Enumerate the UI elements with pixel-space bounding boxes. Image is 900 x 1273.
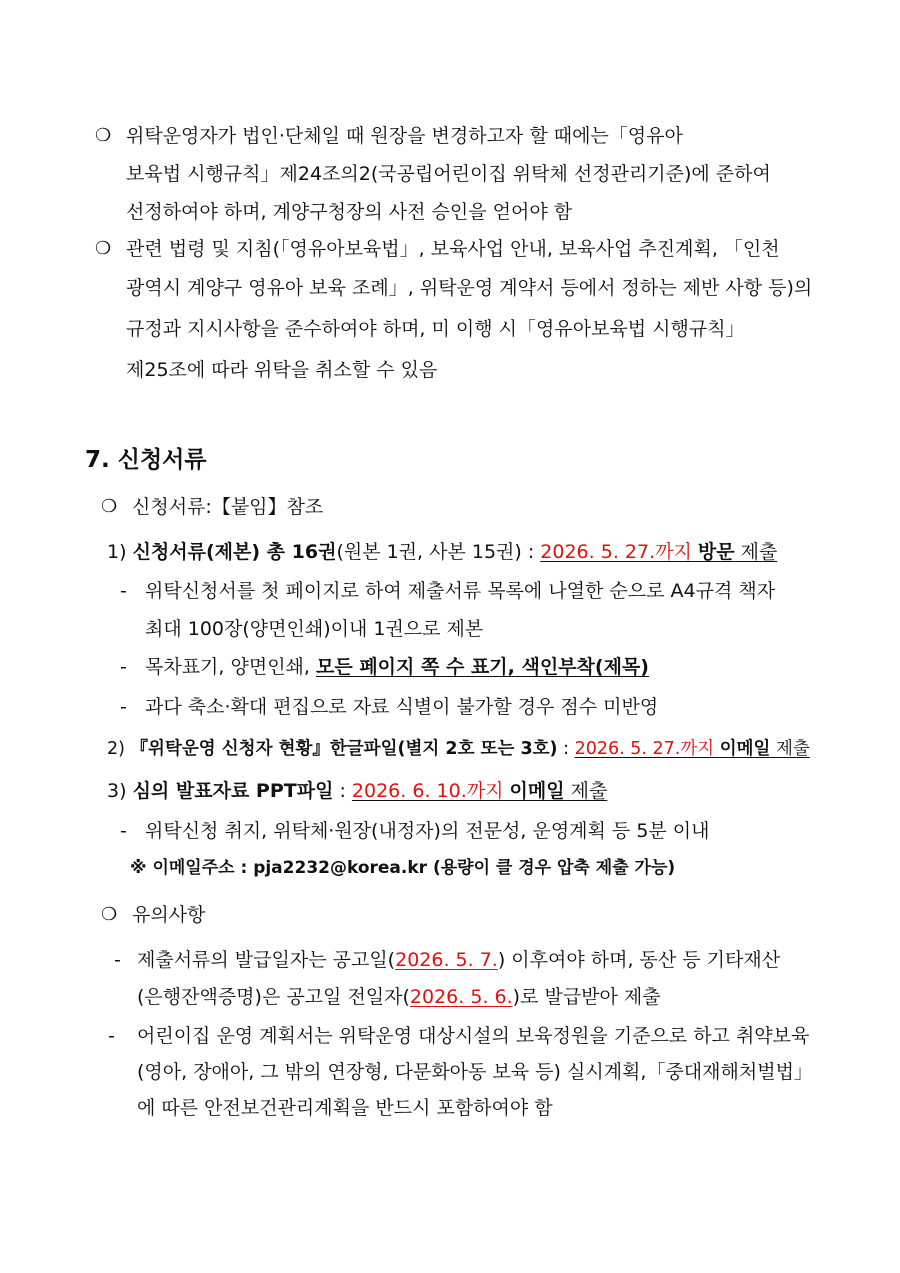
circle-bullet-icon: ❍ — [101, 904, 118, 925]
doc-item-1-sub1-line2: 최대 100장(양면인쇄)이내 1권으로 제본 — [145, 618, 484, 640]
doc-item-1-sub2 — [145, 655, 649, 679]
p1-line1: 위탁운영자가 법인·단체일 때 원장을 변경하고자 할 때에는「영유아 — [126, 125, 683, 147]
doc-item-2-submit: 제출 — [770, 739, 810, 759]
doc-item-1-copies: (원본 1권, 사본 15권) : — [336, 541, 541, 563]
dash-bullet: - — [114, 949, 121, 971]
dash-bullet: - — [120, 696, 127, 718]
doc-item-3-sub1: 위탁신청 취지, 위탁체·원장(내정자)의 전문성, 운영계획 등 5분 이내 — [145, 820, 710, 842]
doc-item-2-title: 『위탁운영 신청자 현황』한글파일(별지 2호 또는 3호) — [130, 739, 558, 759]
dash-bullet: - — [108, 1025, 115, 1047]
doc-item-3-colon: : — [333, 780, 352, 802]
doc-item-1-sub2-text: 목차표기, 양면인쇄, — [145, 656, 316, 678]
p2-line3: 규정과 지시사항을 준수하여야 하며, 미 이행 시「영유아보육법 시행규칙」 — [126, 318, 745, 340]
circle-bullet-icon: ❍ — [95, 238, 112, 259]
p2-line2: 광역시 계양구 영유아 보육 조례」, 위탁운영 계약서 등에서 정하는 제반 사항 등)의 — [126, 277, 813, 299]
doc-item-1-sub3: 과다 축소·확대 편집으로 자료 식별이 불가할 경우 점수 미반영 — [145, 696, 659, 718]
doc-item-2-colon: : — [557, 739, 575, 759]
doc-item-3-submit: 제출 — [564, 780, 608, 802]
note-1-prior-date: 2026. 5. 6. — [409, 986, 513, 1008]
p2-line4: 제25조에 따라 위탁을 취소할 수 있음 — [126, 359, 438, 381]
note-1-text-b: ) 이후여야 하며, 동산 등 기타재산 — [497, 949, 781, 971]
p1-line2: 보육법 시행규칙」제24조의2(국공립어린이집 위탁체 선정관리기준)에 준하여 — [126, 163, 771, 185]
note-1-text-d: )로 발급받아 제출 — [512, 986, 661, 1008]
doc-item-1 — [107, 540, 777, 564]
note-1-line1 — [137, 948, 780, 972]
docs-label: 신청서류:【붙임】참조 — [132, 496, 324, 518]
note-2-line1: 어린이집 운영 계획서는 위탁운영 대상시설의 보육정원을 기준으로 하고 취약보육 — [137, 1025, 810, 1047]
note-2-line3: 에 따른 안전보건관리계획을 반드시 포함하여야 함 — [137, 1097, 553, 1119]
note-1-announce-date: 2026. 5. 7. — [395, 949, 498, 971]
doc-item-1-submit: 제출 — [734, 541, 778, 563]
doc-item-2 — [107, 737, 810, 761]
notes-label: 유의사항 — [132, 904, 206, 926]
doc-item-1-deadline: 2026. 5. 27.까지 — [540, 541, 692, 563]
circle-bullet-icon: ❍ — [101, 496, 118, 517]
doc-item-1-number: 1) — [107, 541, 127, 563]
dash-bullet: - — [120, 820, 127, 842]
p1-line3: 선정하여야 하며, 계양구청장의 사전 승인을 얻어야 함 — [126, 201, 573, 223]
email-note: ※ 이메일주소 : pja2232@korea.kr (용량이 클 경우 압축 제출 가능) — [130, 858, 676, 878]
doc-item-2-method: 이메일 — [719, 739, 771, 759]
doc-item-2-number: 2) — [107, 739, 125, 759]
doc-item-2-deadline: 2026. 5. 27.까지 — [574, 739, 715, 759]
dash-bullet: - — [120, 580, 127, 602]
doc-item-3-method: 이메일 — [509, 780, 565, 802]
note-2-line2: (영아, 장애아, 그 밖의 연장형, 다문화아동 보육 등) 실시계획,「중대재해처벌법」 — [137, 1061, 813, 1083]
section-title: 7. 신청서류 — [85, 447, 207, 473]
doc-item-3-number: 3) — [107, 780, 127, 802]
circle-bullet-icon: ❍ — [95, 125, 112, 146]
doc-item-1-title: 신청서류(제본) 총 16권 — [132, 541, 337, 563]
note-1-line2 — [137, 985, 661, 1009]
note-1-text-c: (은행잔액증명)은 공고일 전일자( — [137, 986, 410, 1008]
note-1-text-a: 제출서류의 발급일자는 공고일( — [137, 949, 396, 971]
doc-item-3 — [107, 779, 607, 803]
doc-item-1-sub2-emphasis: 모든 페이지 쪽 수 표기, 색인부착(제목) — [316, 656, 649, 678]
p2-line1: 관련 법령 및 지침(「영유아보육법」, 보육사업 안내, 보육사업 추진계획, 「인천 — [126, 238, 780, 260]
doc-item-3-title: 심의 발표자료 PPT파일 — [132, 780, 334, 802]
doc-item-1-sub1-line1: 위탁신청서를 첫 페이지로 하여 제출서류 목록에 나열한 순으로 A4규격 책자 — [145, 580, 776, 602]
doc-item-3-deadline: 2026. 6. 10.까지 — [351, 780, 504, 802]
doc-item-1-method: 방문 — [697, 541, 735, 563]
dash-bullet: - — [120, 656, 127, 678]
